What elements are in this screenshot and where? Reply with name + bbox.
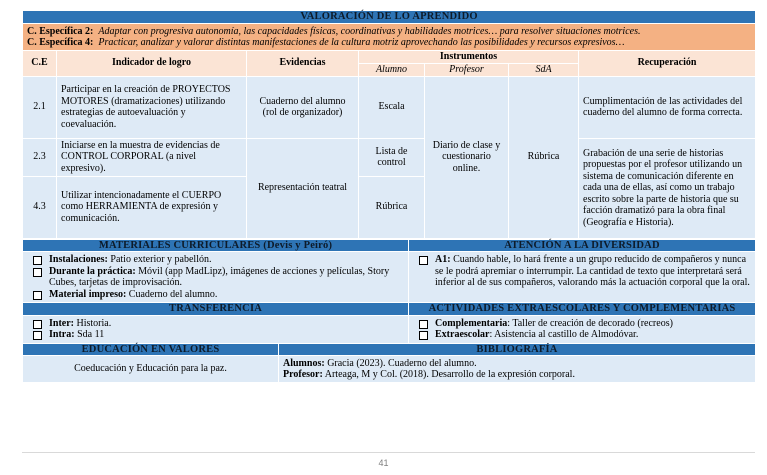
header-profesor: Profesor: [425, 63, 509, 76]
list-item: [435, 254, 751, 289]
extraescolares-title: [409, 303, 756, 316]
page-number: 41: [378, 458, 389, 468]
bibliografia-title-text: BIBLIOGRAFÍA: [476, 343, 558, 355]
bibliografia-item: [283, 358, 751, 370]
bibliografia-title: [279, 343, 756, 356]
ce-cell: 2.1: [23, 76, 57, 138]
indicador-cell: Utilizar intencionadamente el CUERPO como HERRAMIENTA de expresión y comunicación.: [57, 176, 247, 238]
item-text: : Asistencia al castillo de Almodóvar.: [489, 329, 639, 340]
specific-competence-1: [27, 26, 751, 37]
materiales-list: [27, 252, 404, 302]
list-item: [435, 329, 751, 341]
recuperacion-cell: Cumplimentación de las actividades del cuaderno del alumno de forma correcta.: [579, 76, 756, 138]
materiales-title: [23, 239, 409, 252]
list-item: [435, 318, 751, 330]
profesor-cell: Diario de clase y cuestionario online.: [425, 76, 509, 238]
transferencia-title: [23, 303, 409, 316]
valores-content: Coeducación y Educación para la paz.: [23, 356, 279, 383]
item-label: A1:: [435, 254, 451, 265]
specific-text: Practicar, analizar y valorar distintas manifestaciones de la cultura motriz aprovechando las posibilidades y recursos expresivos…: [98, 36, 625, 48]
item-label: Durante la práctica:: [49, 265, 136, 277]
item-label: Alumnos:: [283, 357, 325, 369]
specific-competences: [23, 23, 756, 50]
header-instrumentos: Instrumentos: [359, 50, 579, 63]
specific-competence-2: [27, 37, 751, 48]
item-text: Cuando hable, lo hará frente a un grupo reducido de compañeros y nunca se le podrá apremiar o interrumpir. La cantidad de texto que interpretará será inferior al de sus compañeros, valorando más la actuación corporal que la oral.: [435, 254, 750, 288]
item-text: Sda 11: [74, 329, 105, 340]
item-label: Profesor:: [283, 369, 323, 380]
diversidad-title: [409, 239, 756, 252]
materiales-content: [23, 252, 409, 303]
list-item: [49, 289, 404, 301]
extraescolares-list: [413, 316, 751, 343]
header-evidencias: Evidencias: [247, 50, 359, 76]
transferencia-content: [23, 315, 409, 343]
item-text: Gracia (2023). Cuaderno del alumno.: [324, 357, 477, 369]
valores-title: [23, 343, 279, 356]
section-title-text: VALORACIÓN DE LO APRENDIDO: [300, 11, 478, 22]
item-label: Instalaciones:: [49, 254, 108, 265]
alumno-cell: Rúbrica: [359, 176, 425, 238]
item-label: Intra:: [49, 329, 75, 340]
diversidad-title-text: ATENCIÓN A LA DIVERSIDAD: [504, 239, 660, 251]
item-label: Complementaria: [435, 317, 508, 329]
evaluation-document: [22, 10, 755, 383]
list-item: [49, 254, 404, 266]
indicador-cell: Iniciarse en la muestra de evidencias de CONTROL CORPORAL (a nivel expresivo).: [57, 138, 247, 176]
ce-cell: 2.3: [23, 138, 57, 176]
transferencia-list: [27, 316, 404, 343]
header-sda: SdA: [509, 63, 579, 76]
diversidad-list: [413, 252, 751, 291]
item-label: Material impreso:: [49, 288, 127, 300]
item-text: Cuaderno del alumno.: [126, 288, 218, 300]
specific-text: Adaptar con progresiva autonomía, las capacidades físicas, coordinativas y habilidades motrices… para resolver situaciones motrices.: [98, 25, 641, 37]
evidencia-cell: Cuaderno del alumno (rol de organizador): [247, 76, 359, 138]
specific-label: C. Específica 4:: [27, 36, 94, 48]
indicador-cell: Participar en la creación de PROYECTOS MOTORES (dramatizaciones) utilizando estrategias de autoevaluación y coevaluación.: [57, 76, 247, 138]
alumno-cell: Escala: [359, 76, 425, 138]
item-text: Patio exterior y pabellón.: [107, 254, 212, 265]
item-text: Historia.: [74, 317, 112, 329]
section-title: [23, 11, 756, 24]
valores-title-text: EDUCACIÓN EN VALORES: [81, 343, 220, 355]
header-recuperacion: Recuperación: [579, 50, 756, 76]
lower-sections-table: [22, 239, 756, 384]
ce-cell: 4.3: [23, 176, 57, 238]
list-item: [49, 329, 404, 341]
header-ce: C.E: [23, 50, 57, 76]
item-text: Móvil (app MadLipz), imágenes de acciones y películas, Story Cubes, tarjetas de improvisación.: [49, 265, 390, 288]
diversidad-content: [409, 252, 756, 303]
extraescolares-content: [409, 315, 756, 343]
item-text: : Taller de creación de decorado (recreos): [507, 317, 673, 329]
evaluation-table: [22, 10, 756, 239]
bibliografia-content: [279, 356, 756, 383]
bibliografia-item: [283, 369, 751, 381]
item-text: Arteaga, M y Col. (2018). Desarrollo de la expresión corporal.: [322, 369, 575, 380]
list-item: [49, 318, 404, 330]
specific-label: C. Específica 2:: [27, 25, 94, 37]
list-item: [49, 266, 404, 289]
evidencia-cell: Representación teatral: [247, 138, 359, 238]
materiales-title-text: MATERIALES CURRICULARES (Devis y Peiró): [98, 239, 333, 251]
sda-cell: Rúbrica: [509, 76, 579, 238]
item-label: Extraescolar: [435, 329, 490, 340]
extraescolares-title-text: ACTIVIDADES EXTRAESCOLARES Y COMPLEMENTARIAS: [428, 303, 736, 314]
header-indicador: Indicador de logro: [57, 50, 247, 76]
alumno-cell: Lista de control: [359, 138, 425, 176]
recuperacion-cell: Grabación de una serie de historias propuestas por el profesor utilizando un sistema de comunicación diferente en cada una de ellas, así como un trabajo escrito sobre la parte de historia que su facción dramatizó para la obra final (Geografía e Historia).: [579, 138, 756, 238]
header-alumno: Alumno: [359, 63, 425, 76]
item-label: Inter:: [49, 317, 74, 329]
transferencia-title-text: TRANSFERENCIA: [168, 303, 263, 314]
footer-divider: [22, 452, 755, 453]
